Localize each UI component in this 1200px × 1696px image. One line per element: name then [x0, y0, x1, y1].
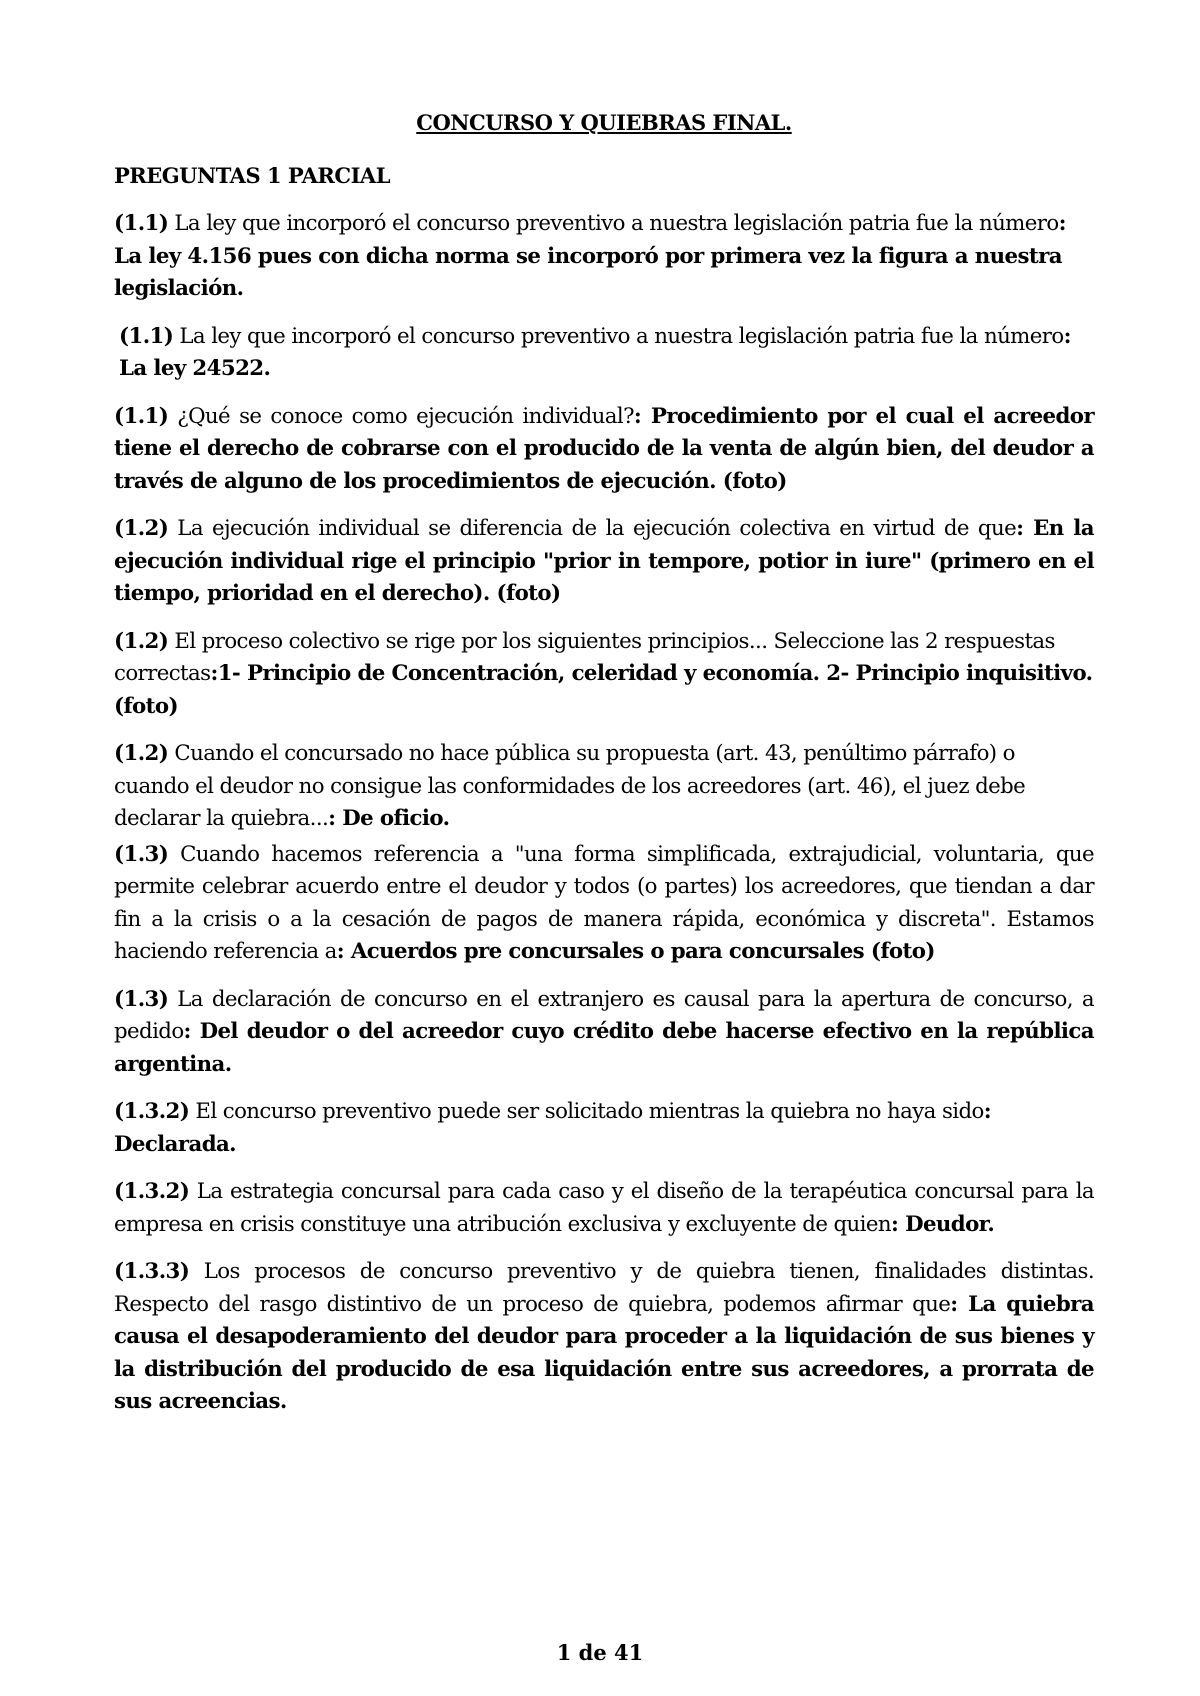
answer-text: :1- Principio de Concentración, celeridad y economía. 2- Principio inquisitivo. (foto) — [114, 661, 1093, 719]
answer-text: : Acuerdos pre concursales o para concursales (foto) — [336, 939, 935, 964]
question-item — [114, 1256, 1094, 1419]
answer-text: : Procedimiento por el cual el acreedor tiene el derecho de cobrarse con el producido de la venta de algún bien, del deudor a través de alguno de los procedimientos de ejecución. (foto) — [114, 403, 1094, 494]
question-text: El proceso colectivo se rige por los siguientes principios... Seleccione las 2 respuestas correctas — [114, 628, 1055, 686]
question-number: (1.1) — [119, 323, 174, 349]
answer-text: : Declarada. — [114, 1099, 992, 1157]
question-number: (1.3) — [114, 986, 169, 1012]
question-item — [114, 321, 1094, 386]
question-text: ¿Qué se conoce como ejecución individual? — [168, 403, 634, 429]
answer-text: : Deudor. — [891, 1211, 995, 1237]
page-number: 1 de 41 — [556, 1640, 644, 1665]
question-text: La ley que incorporó el concurso preventivo a nuestra legislación patria fue la número — [173, 323, 1064, 349]
question-text: La estrategia concursal para cada caso y el diseño de la terapéutica concursal para la empresa en crisis constituye una atribución exclusiva y excluyente de quien — [114, 1179, 1094, 1237]
answer-text: : La ley 4.156 pues con dicha norma se incorporó por primera vez la figura a nuestra legislación. — [114, 211, 1066, 301]
question-text: El concurso preventivo puede ser solicitado mientras la quiebra no haya sido — [189, 1099, 984, 1124]
question-number: (1.1) — [114, 403, 169, 429]
question-number: (1.2) — [114, 516, 169, 541]
answer-text: : Del deudor o del acreedor cuyo crédito debe hacerse efectivo en la república argentina. — [114, 1019, 1094, 1077]
question-item — [114, 208, 1094, 306]
question-item — [114, 984, 1094, 1082]
question-number: (1.3.2) — [114, 1179, 190, 1204]
question-number: (1.1) — [114, 211, 169, 236]
question-text: La ejecución individual se diferencia de la ejecución colectiva en virtud de que — [168, 516, 1017, 541]
document-page — [114, 110, 1094, 1434]
question-item — [114, 401, 1094, 499]
question-item — [114, 626, 1094, 724]
document-title: CONCURSO Y QUIEBRAS FINAL. — [416, 110, 792, 135]
question-item — [114, 1176, 1094, 1241]
question-text: La ley que incorporó el concurso preventivo a nuestra legislación patria fue la número — [168, 211, 1059, 236]
question-text: La declaración de concurso en el extranjero es causal para la apertura de concurso, a pedido — [114, 986, 1094, 1044]
question-number: (1.3.2) — [114, 1099, 190, 1124]
question-text: Cuando hacemos referencia a "una forma simplificada, extrajudicial, voluntaria, que permite celebrar acuerdo entre el deudor y todos (o partes) los acreedores, que tiendan a dar fin a la crisis o a la cesación de pagos de manera rápida, económica y discreta". Estamos haciendo referencia a — [114, 841, 1094, 964]
question-item — [114, 738, 1094, 836]
answer-text: : En la ejecución individual rige el principio "prior in tempore, potior in iure" (primero en el tiempo, prioridad en el derecho). (foto) — [114, 516, 1094, 606]
question-item — [114, 839, 1094, 969]
question-text: Cuando el concursado no hace pública su propuesta (art. 43, penúltimo párrafo) o cuando el deudor no consigue las conformidades de los acreedores (art. 46), el juez debe declarar la quiebra... — [114, 741, 1026, 831]
question-number: (1.2) — [114, 628, 169, 654]
section-heading: PREGUNTAS 1 PARCIAL — [114, 163, 390, 188]
answer-text: : La ley 24522. — [119, 323, 1071, 381]
question-number: (1.3.3) — [114, 1259, 190, 1284]
question-item — [114, 513, 1094, 611]
answer-text: : De oficio. — [328, 806, 450, 831]
question-item — [114, 1096, 1094, 1161]
question-number: (1.2) — [114, 741, 169, 766]
question-number: (1.3) — [114, 841, 169, 867]
question-text: Los procesos de concurso preventivo y de quiebra tienen, finalidades distintas. Respecto del rasgo distintivo de un proceso de quiebra, podemos afirmar que — [114, 1259, 1094, 1317]
answer-text: : La quiebra causa el desapoderamiento del deudor para proceder a la liquidación de sus bienes y la distribución del producido de esa liquidación entre sus acreedores, a prorrata de sus acreencias. — [114, 1291, 1094, 1414]
